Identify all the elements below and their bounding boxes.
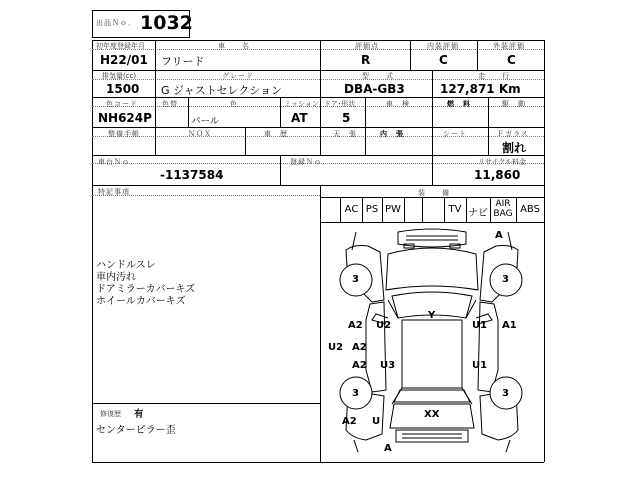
first-registration: H22/01 [100, 53, 148, 67]
color-name: パール [191, 116, 220, 127]
remark-line: 車内汚れ [96, 272, 136, 283]
color-name-label: 色 [230, 100, 238, 108]
recycle-label: リサイクル料金 [478, 158, 527, 166]
exterior-grade: C [507, 53, 516, 67]
right-body-mid [478, 302, 498, 392]
left-body-mid [366, 302, 386, 392]
damage-mark: A [384, 443, 392, 454]
damage-mark: 3 [502, 274, 509, 285]
damage-mark: U3 [380, 360, 396, 371]
equip-navi: ナビ [468, 208, 488, 219]
damage-mark: A [495, 230, 503, 241]
model-label: 型 式 [362, 72, 394, 80]
damage-mark: Y [428, 310, 436, 321]
color-code: NH624P [98, 111, 152, 125]
equip-airbag: AIR BAG [493, 199, 513, 219]
cc-label: 排気量(cc) [102, 72, 137, 80]
remarks-label: 特記事項 [98, 188, 130, 196]
mission-label: ミッション [284, 100, 319, 108]
glass-status: 割れ [502, 141, 527, 155]
damage-mark: A2 [352, 342, 367, 353]
remark-line: ハンドルスレ [96, 260, 156, 271]
equip-ac: AC [344, 204, 359, 215]
pillar-right [462, 300, 476, 404]
damage-mark: 3 [502, 388, 509, 399]
rear-window [394, 390, 470, 402]
rear-bumper [396, 430, 468, 442]
car-name-label: 車 名 [218, 42, 250, 50]
interior-grade: C [439, 53, 448, 67]
sunroof-label: 天 張 [333, 130, 357, 138]
mission: AT [291, 111, 308, 125]
damage-mark: U1 [472, 360, 488, 371]
equip-ps: PS [365, 204, 379, 215]
interior-fabric-label: 内 張 [380, 130, 404, 138]
damage-mark: U1 [472, 320, 488, 331]
equip-pw: PW [385, 204, 401, 215]
chassis-label: 車台Ｎｏ． [98, 158, 138, 166]
damage-mark: A2 [352, 360, 367, 371]
damage-mark: U2 [328, 342, 344, 353]
history-label: 車 歴 [264, 130, 288, 138]
repair-value: 有 [134, 409, 144, 420]
score-label: 評価点 [355, 42, 379, 50]
damage-mark: 3 [352, 274, 359, 285]
remark-line: ドアミラーカバーキズ [96, 284, 196, 295]
color-code-label: 色コード [106, 100, 138, 108]
chassis-number: -1137584 [160, 168, 224, 182]
rear-bumper-detail [402, 434, 462, 438]
damage-mark: XX [424, 409, 440, 420]
recycle-fee: 11,860 [474, 168, 521, 182]
mileage: 127,871 Km [440, 82, 521, 96]
car-name: フリード [161, 55, 205, 68]
doors-label: ドア･形状 [324, 100, 356, 108]
interior-label: 内装評価 [427, 42, 459, 50]
color-type-label: 色替 [162, 100, 178, 108]
equipment-label: 装 備 [418, 189, 450, 197]
damage-mark: U2 [376, 320, 392, 331]
grade-label: グレード [222, 72, 254, 80]
manual-label: 整備手帳 [108, 130, 140, 138]
nox-label: ＮＯＸ [188, 130, 212, 138]
roof [402, 320, 462, 388]
capacity-label: 車 検 [386, 100, 410, 108]
model-code: DBA-GB3 [344, 82, 405, 96]
mileage-label: 走 行 [478, 72, 510, 80]
remark-line: ホイールカバーキズ [96, 296, 186, 307]
damage-mark: A2 [342, 416, 357, 427]
equip-tv: TV [448, 204, 462, 215]
lot-label: 出品Ｎｏ． [96, 19, 136, 27]
score-value: R [361, 53, 371, 67]
year-label: 初年度登録年月 [96, 42, 145, 50]
front-grille [406, 236, 458, 240]
grade: G ジャストセレクション [161, 84, 283, 97]
repair-detail: センターピラー歪 [96, 425, 176, 436]
equip-abs: ABS [520, 204, 540, 215]
displacement: 1500 [106, 82, 140, 96]
glass-label: Ｆガラス [497, 130, 529, 138]
doors: 5 [342, 111, 351, 125]
reg-label: 登録Ｎｏ． [290, 158, 330, 166]
seat-label: シート [443, 130, 467, 138]
damage-mark: A2 [348, 320, 363, 331]
hood [386, 248, 478, 290]
damage-mark: 3 [352, 388, 359, 399]
fuel-label: 燃 料 [447, 100, 471, 108]
damage-mark: A1 [502, 320, 517, 331]
drive-label: 駆 動 [502, 100, 526, 108]
exterior-label: 外装評価 [493, 42, 525, 50]
lot-number: 1032 [140, 12, 193, 34]
pillar-left [388, 300, 402, 404]
damage-mark: U [372, 416, 381, 427]
repair-label: 修復歴 [100, 410, 121, 418]
